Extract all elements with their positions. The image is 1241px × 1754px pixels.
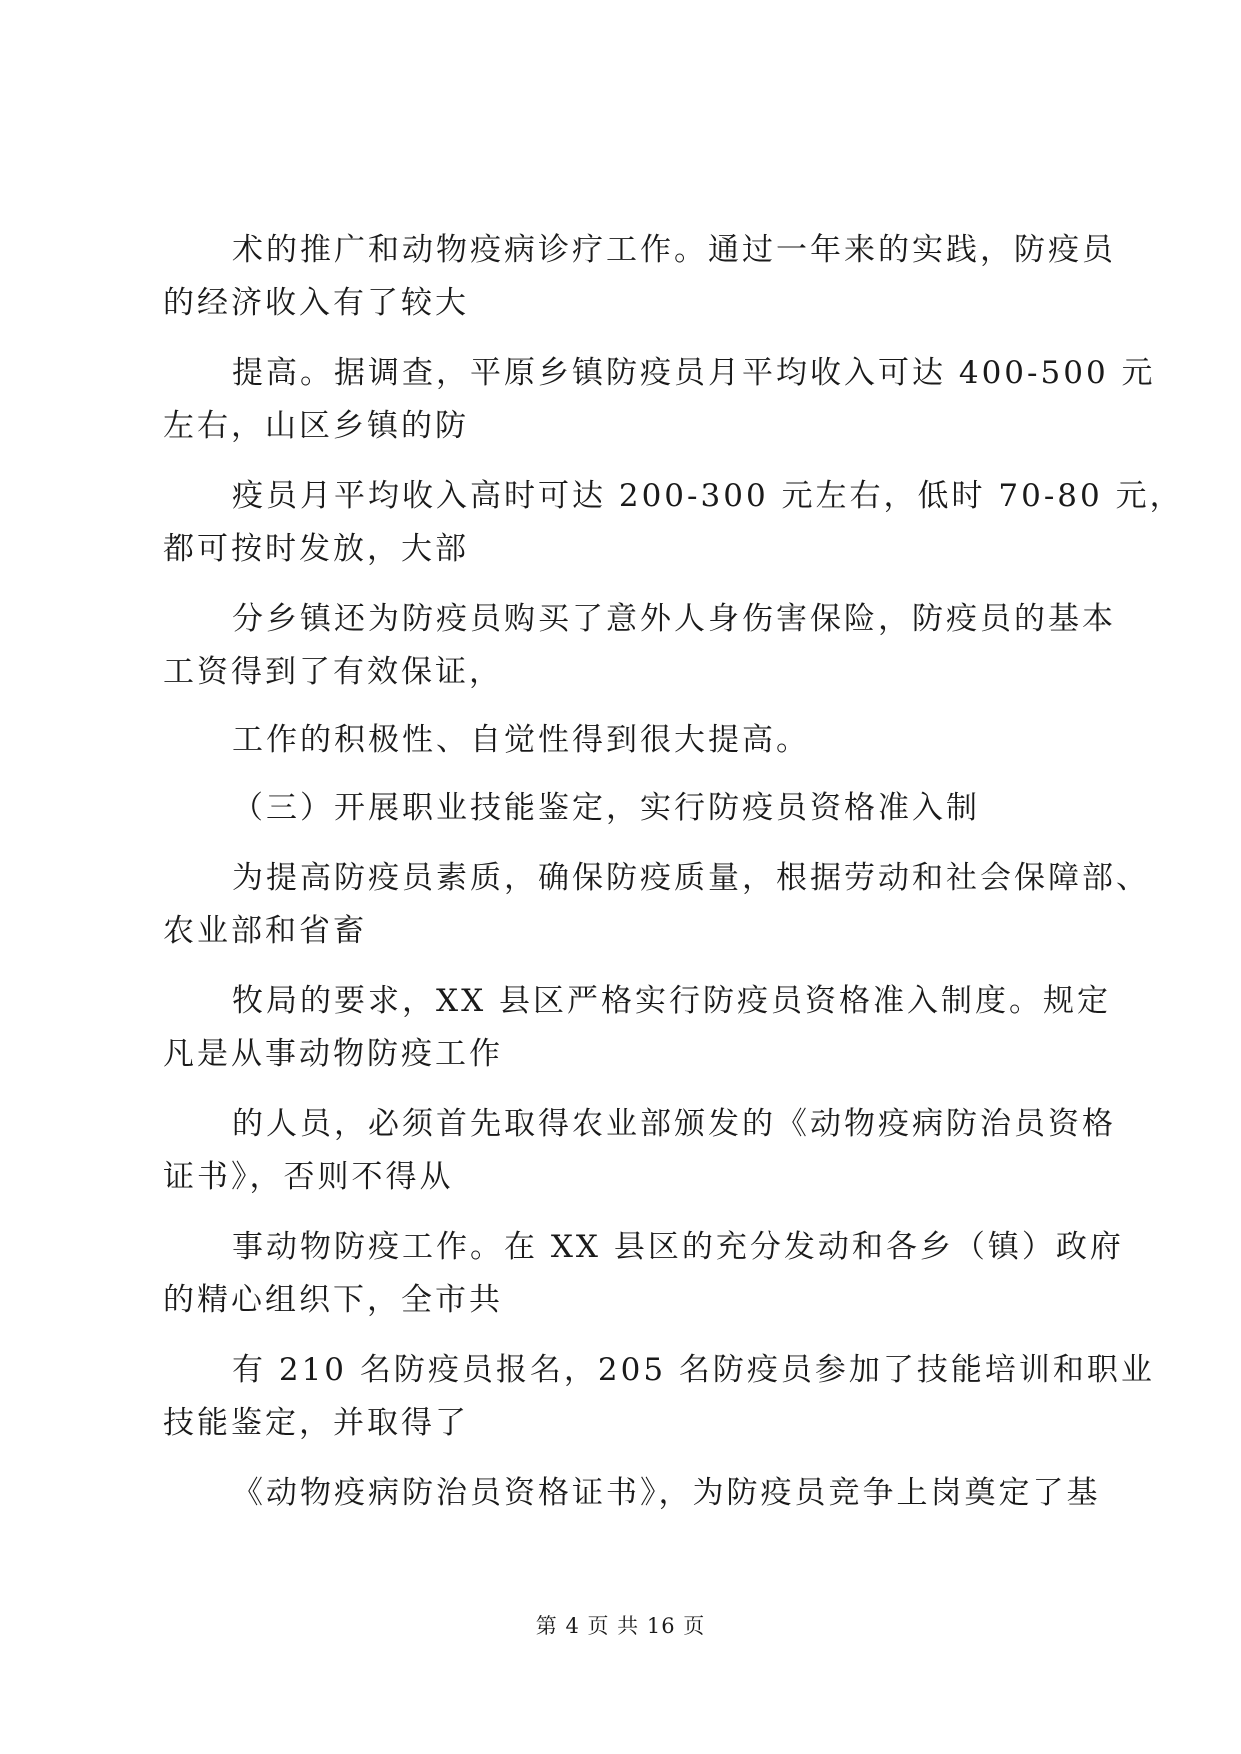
text-line: 技能鉴定，并取得了: [163, 1405, 469, 1441]
text-line: 提高。据调查，平原乡镇防疫员月平均收入可达 400-500 元: [232, 355, 1156, 391]
text-line: 《动物疫病防治员资格证书》，为防疫员竞争上岗奠定了基: [232, 1475, 1101, 1511]
text-line: 事动物防疫工作。在 XX 县区的充分发动和各乡（镇）政府: [232, 1229, 1124, 1265]
text-line: 的经济收入有了较大: [163, 285, 469, 321]
text-line: 为提高防疫员素质，确保防疫质量，根据劳动和社会保障部、: [232, 860, 1150, 896]
text-line: 左右，山区乡镇的防: [163, 408, 469, 444]
section-heading: （三）开展职业技能鉴定，实行防疫员资格准入制: [232, 790, 980, 826]
text-line: 工作的积极性、自觉性得到很大提高。: [232, 722, 810, 758]
text-line: 的人员，必须首先取得农业部颁发的《动物疫病防治员资格: [232, 1106, 1116, 1142]
text-line: 有 210 名防疫员报名，205 名防疫员参加了技能培训和职业: [232, 1352, 1155, 1388]
text-line: 都可按时发放，大部: [163, 531, 469, 567]
text-line: 的精心组织下，全市共: [163, 1282, 503, 1318]
text-line: 疫员月平均收入高时可达 200-300 元左右，低时 70-80 元，: [232, 478, 1184, 514]
text-line: 凡是从事动物防疫工作: [163, 1036, 503, 1072]
text-line: 分乡镇还为防疫员购买了意外人身伤害保险，防疫员的基本: [232, 601, 1116, 637]
text-line: 农业部和省畜: [163, 913, 367, 949]
text-line: 牧局的要求，XX 县区严格实行防疫员资格准入制度。规定: [232, 983, 1111, 1019]
page-number-footer: 第 4 页 共 16 页: [535, 1614, 706, 1638]
text-line: 工资得到了有效保证，: [163, 654, 503, 690]
text-line: 术的推广和动物疫病诊疗工作。通过一年来的实践，防疫员: [232, 232, 1116, 268]
text-line: 证书》，否则不得从: [163, 1159, 454, 1195]
